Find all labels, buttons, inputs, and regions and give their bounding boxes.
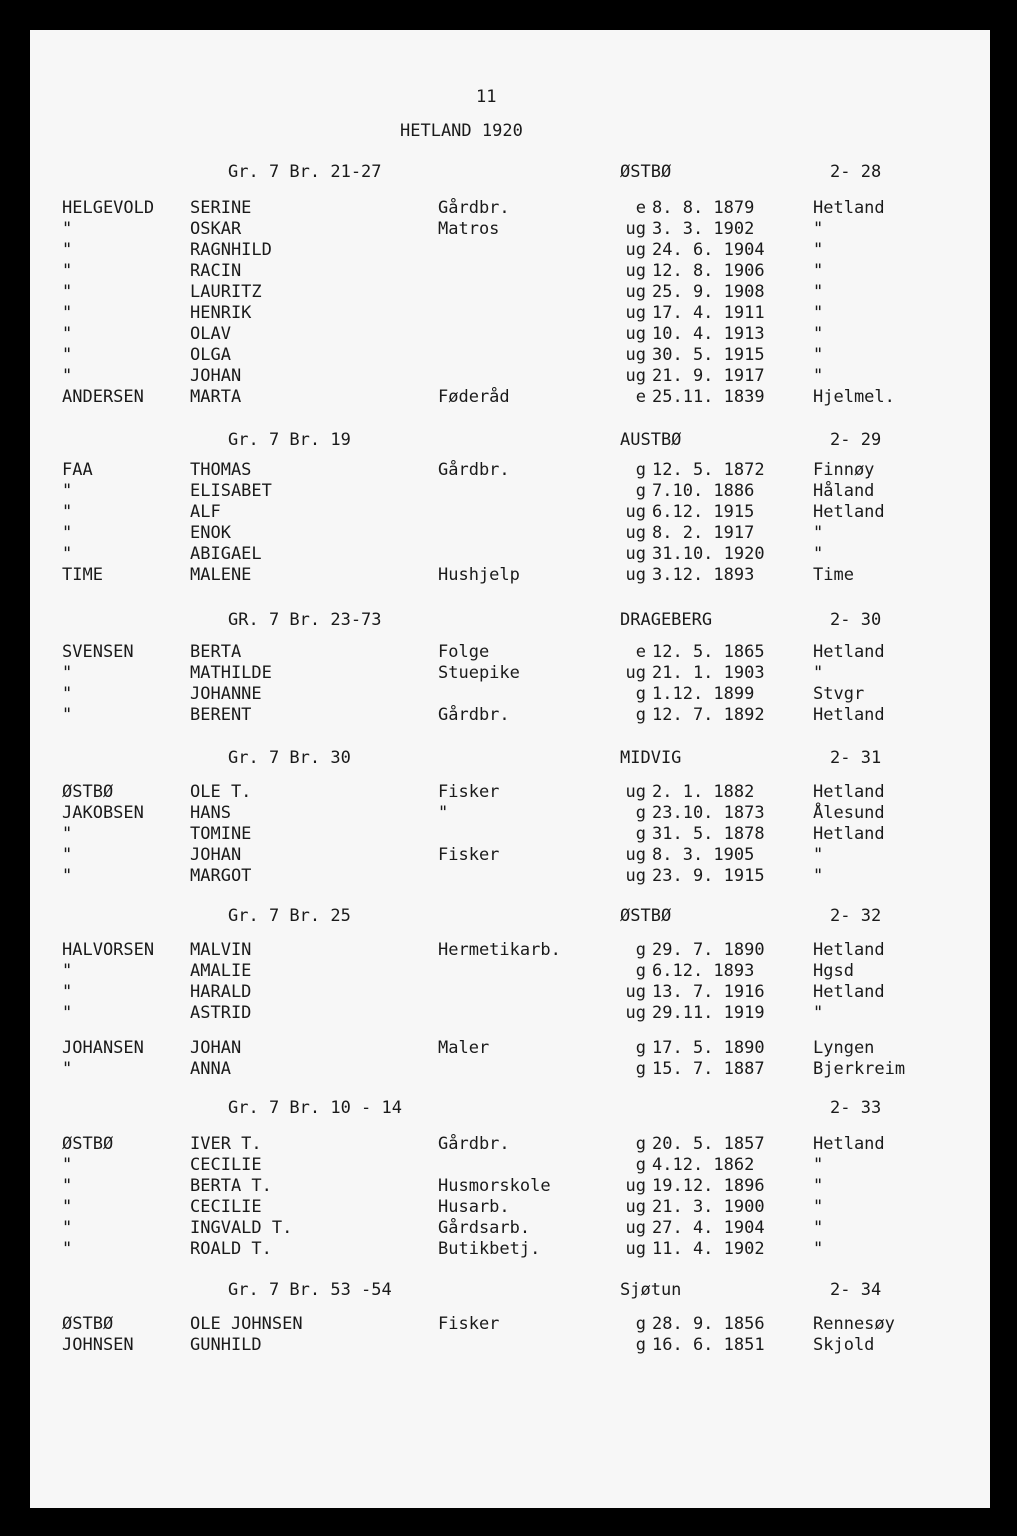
birthplace-cell: Finnøy [813,460,875,480]
surname-cell: " [62,303,73,323]
given-name-cell: HANS [190,803,231,823]
given-name-cell: INGVALD T. [190,1218,293,1238]
surname-cell: " [62,345,73,365]
status-cell: g [635,684,646,704]
surname-cell: " [62,219,73,239]
birthplace-cell: " [813,1218,824,1238]
birth-date-cell: 7.10. 1886 [652,481,755,501]
given-name-cell: SERINE [190,198,252,218]
birthplace-cell: Hetland [813,982,885,1002]
status-cell: ug [625,982,646,1002]
occupation-cell: Matros [438,219,500,239]
surname-cell: ØSTBØ [62,1134,114,1154]
status-cell: ug [625,1218,646,1238]
occupation-cell: Gårdbr. [438,198,510,218]
surname-cell: " [62,824,73,844]
birth-date-cell: 21. 9. 1917 [652,366,765,386]
birthplace-cell: Bjerkreim [813,1059,906,1079]
house-code: 2- 34 [830,1280,882,1300]
status-cell: g [635,705,646,725]
birthplace-cell: " [813,303,824,323]
given-name-cell: JOHAN [190,366,242,386]
occupation-cell: Gårdbr. [438,460,510,480]
birthplace-cell: Rennesøy [813,1314,895,1334]
occupation-cell: Maler [438,1038,490,1058]
given-name-cell: MALENE [190,565,252,585]
surname-cell: SVENSEN [62,642,134,662]
given-name-cell: MATHILDE [190,663,272,683]
given-name-cell: ASTRID [190,1003,252,1023]
farm-name: DRAGEBERG [620,610,713,630]
surname-cell: " [62,1176,73,1196]
status-cell: e [635,642,646,662]
status-cell: ug [625,663,646,683]
status-cell: g [635,803,646,823]
surname-cell: " [62,1003,73,1023]
birth-date-cell: 23. 9. 1915 [652,866,765,886]
given-name-cell: JOHAN [190,1038,242,1058]
given-name-cell: HARALD [190,982,252,1002]
page-number: 11 [476,87,497,107]
given-name-cell: IVER T. [190,1134,262,1154]
farm-name: Sjøtun [620,1280,682,1300]
status-cell: g [635,481,646,501]
occupation-cell: Fisker [438,845,500,865]
birthplace-cell: Hgsd [813,961,854,981]
birthplace-cell: Hetland [813,642,885,662]
birthplace-cell: " [813,282,824,302]
status-cell: ug [625,565,646,585]
status-cell: ug [625,324,646,344]
birth-date-cell: 8. 8. 1879 [652,198,755,218]
farm-name: AUSTBØ [620,430,682,450]
birth-date-cell: 3. 3. 1902 [652,219,755,239]
status-cell: ug [625,1003,646,1023]
status-cell: g [635,1335,646,1355]
given-name-cell: ALF [190,502,221,522]
occupation-cell: Stuepike [438,663,520,683]
birthplace-cell: Hetland [813,1134,885,1154]
birth-date-cell: 25.11. 1839 [652,387,765,407]
birthplace-cell: Lyngen [813,1038,875,1058]
occupation-cell: Fisker [438,1314,500,1334]
house-code: 2- 28 [830,162,882,182]
surname-cell: " [62,1155,73,1175]
given-name-cell: CECILIE [190,1155,262,1175]
birthplace-cell: " [813,845,824,865]
status-cell: ug [625,219,646,239]
given-name-cell: OLAV [190,324,231,344]
birthplace-cell: Hetland [813,824,885,844]
birth-date-cell: 11. 4. 1902 [652,1239,765,1259]
given-name-cell: RAGNHILD [190,240,272,260]
status-cell: g [635,824,646,844]
occupation-cell: Føderåd [438,387,510,407]
house-code: 2- 33 [830,1098,882,1118]
birthplace-cell: Ålesund [813,803,885,823]
birth-date-cell: 23.10. 1873 [652,803,765,823]
occupation-cell: Gårdbr. [438,1134,510,1154]
given-name-cell: OLE T. [190,782,252,802]
birth-date-cell: 12. 5. 1865 [652,642,765,662]
surname-cell: " [62,961,73,981]
birthplace-cell: Hetland [813,940,885,960]
given-name-cell: TOMINE [190,824,252,844]
status-cell: g [635,1038,646,1058]
status-cell: ug [625,866,646,886]
farm-name: MIDVIG [620,748,682,768]
occupation-cell: Fisker [438,782,500,802]
status-cell: g [635,460,646,480]
given-name-cell: JOHANNE [190,684,262,704]
birth-date-cell: 17. 5. 1890 [652,1038,765,1058]
given-name-cell: BERTA T. [190,1176,272,1196]
given-name-cell: HENRIK [190,303,252,323]
surname-cell: " [62,481,73,501]
parish-reference: Gr. 7 Br. 53 -54 [228,1280,392,1300]
occupation-cell: Folge [438,642,490,662]
birth-date-cell: 17. 4. 1911 [652,303,765,323]
birth-date-cell: 16. 6. 1851 [652,1335,765,1355]
given-name-cell: CECILIE [190,1197,262,1217]
birth-date-cell: 8. 2. 1917 [652,523,755,543]
given-name-cell: ENOK [190,523,231,543]
occupation-cell: Husmorskole [438,1176,551,1196]
house-code: 2- 29 [830,430,882,450]
parish-reference: GR. 7 Br. 23-73 [228,610,382,630]
birthplace-cell: Skjold [813,1335,875,1355]
birth-date-cell: 25. 9. 1908 [652,282,765,302]
parish-reference: Gr. 7 Br. 21-27 [228,162,382,182]
status-cell: ug [625,366,646,386]
given-name-cell: OLE JOHNSEN [190,1314,303,1334]
birth-date-cell: 8. 3. 1905 [652,845,755,865]
status-cell: ug [625,261,646,281]
given-name-cell: BERENT [190,705,252,725]
birth-date-cell: 28. 9. 1856 [652,1314,765,1334]
status-cell: e [635,198,646,218]
occupation-cell: Gårdsarb. [438,1218,531,1238]
status-cell: ug [625,523,646,543]
birth-date-cell: 10. 4. 1913 [652,324,765,344]
status-cell: ug [625,1197,646,1217]
given-name-cell: AMALIE [190,961,252,981]
surname-cell: " [62,523,73,543]
status-cell: g [635,1155,646,1175]
birth-date-cell: 13. 7. 1916 [652,982,765,1002]
surname-cell: ØSTBØ [62,782,114,802]
birthplace-cell: Hetland [813,782,885,802]
given-name-cell: MALVIN [190,940,252,960]
birthplace-cell: " [813,1197,824,1217]
surname-cell: JAKOBSEN [62,803,144,823]
surname-cell: " [62,1059,73,1079]
surname-cell: " [62,324,73,344]
birthplace-cell: " [813,544,824,564]
birth-date-cell: 12. 7. 1892 [652,705,765,725]
surname-cell: ANDERSEN [62,387,144,407]
surname-cell: " [62,866,73,886]
surname-cell: " [62,1218,73,1238]
surname-cell: FAA [62,460,93,480]
birthplace-cell: " [813,1003,824,1023]
surname-cell: JOHNSEN [62,1335,134,1355]
status-cell: e [635,387,646,407]
birth-date-cell: 29.11. 1919 [652,1003,765,1023]
birthplace-cell: " [813,1155,824,1175]
surname-cell: " [62,1239,73,1259]
given-name-cell: THOMAS [190,460,252,480]
occupation-cell: Hushjelp [438,565,520,585]
birth-date-cell: 30. 5. 1915 [652,345,765,365]
birth-date-cell: 3.12. 1893 [652,565,755,585]
farm-name: ØSTBØ [620,162,672,182]
given-name-cell: ANNA [190,1059,231,1079]
occupation-cell: Gårdbr. [438,705,510,725]
given-name-cell: RACIN [190,261,242,281]
given-name-cell: OSKAR [190,219,242,239]
birthplace-cell: Stvgr [813,684,865,704]
surname-cell: TIME [62,565,103,585]
occupation-cell: " [438,803,449,823]
surname-cell: " [62,1197,73,1217]
birth-date-cell: 29. 7. 1890 [652,940,765,960]
status-cell: g [635,1134,646,1154]
birthplace-cell: " [813,219,824,239]
page-title: HETLAND 1920 [400,121,523,141]
birth-date-cell: 2. 1. 1882 [652,782,755,802]
birth-date-cell: 4.12. 1862 [652,1155,755,1175]
document-page [30,30,990,1508]
birthplace-cell: Hjelmel. [813,387,895,407]
birthplace-cell: " [813,324,824,344]
surname-cell: HALVORSEN [62,940,155,960]
birthplace-cell: Hetland [813,198,885,218]
birth-date-cell: 12. 5. 1872 [652,460,765,480]
birth-date-cell: 31. 5. 1878 [652,824,765,844]
birth-date-cell: 21. 1. 1903 [652,663,765,683]
birthplace-cell: " [813,240,824,260]
status-cell: ug [625,502,646,522]
given-name-cell: GUNHILD [190,1335,262,1355]
status-cell: ug [625,1176,646,1196]
occupation-cell: Butikbetj. [438,1239,541,1259]
birth-date-cell: 6.12. 1893 [652,961,755,981]
surname-cell: " [62,544,73,564]
surname-cell: " [62,261,73,281]
birthplace-cell: " [813,866,824,886]
house-code: 2- 30 [830,610,882,630]
birth-date-cell: 27. 4. 1904 [652,1218,765,1238]
parish-reference: Gr. 7 Br. 10 - 14 [228,1098,402,1118]
status-cell: ug [625,345,646,365]
status-cell: g [635,1059,646,1079]
birthplace-cell: Hetland [813,502,885,522]
given-name-cell: ROALD T. [190,1239,272,1259]
status-cell: g [635,961,646,981]
status-cell: ug [625,303,646,323]
status-cell: ug [625,845,646,865]
birthplace-cell: Hetland [813,705,885,725]
surname-cell: " [62,982,73,1002]
birth-date-cell: 6.12. 1915 [652,502,755,522]
given-name-cell: MARGOT [190,866,252,886]
status-cell: ug [625,240,646,260]
surname-cell: " [62,282,73,302]
occupation-cell: Husarb. [438,1197,510,1217]
house-code: 2- 31 [830,748,882,768]
birthplace-cell: Time [813,565,854,585]
birthplace-cell: Håland [813,481,875,501]
given-name-cell: MARTA [190,387,242,407]
given-name-cell: ABIGAEL [190,544,262,564]
status-cell: ug [625,782,646,802]
status-cell: ug [625,1239,646,1259]
surname-cell: " [62,502,73,522]
farm-name: ØSTBØ [620,906,672,926]
occupation-cell: Hermetikarb. [438,940,561,960]
birth-date-cell: 12. 8. 1906 [652,261,765,281]
status-cell: ug [625,282,646,302]
surname-cell: " [62,366,73,386]
birthplace-cell: " [813,261,824,281]
parish-reference: Gr. 7 Br. 30 [228,748,351,768]
house-code: 2- 32 [830,906,882,926]
given-name-cell: JOHAN [190,845,242,865]
status-cell: g [635,1314,646,1334]
surname-cell: " [62,240,73,260]
birth-date-cell: 1.12. 1899 [652,684,755,704]
surname-cell: " [62,705,73,725]
birthplace-cell: " [813,1176,824,1196]
surname-cell: JOHANSEN [62,1038,144,1058]
status-cell: ug [625,544,646,564]
birthplace-cell: " [813,663,824,683]
surname-cell: HELGEVOLD [62,198,155,218]
birth-date-cell: 31.10. 1920 [652,544,765,564]
given-name-cell: OLGA [190,345,231,365]
parish-reference: Gr. 7 Br. 25 [228,906,351,926]
surname-cell: " [62,663,73,683]
birth-date-cell: 21. 3. 1900 [652,1197,765,1217]
birthplace-cell: " [813,1239,824,1259]
parish-reference: Gr. 7 Br. 19 [228,430,351,450]
surname-cell: " [62,845,73,865]
birth-date-cell: 19.12. 1896 [652,1176,765,1196]
birth-date-cell: 15. 7. 1887 [652,1059,765,1079]
birthplace-cell: " [813,366,824,386]
birthplace-cell: " [813,345,824,365]
given-name-cell: ELISABET [190,481,272,501]
surname-cell: " [62,684,73,704]
status-cell: g [635,940,646,960]
birth-date-cell: 20. 5. 1857 [652,1134,765,1154]
birth-date-cell: 24. 6. 1904 [652,240,765,260]
birthplace-cell: " [813,523,824,543]
given-name-cell: BERTA [190,642,242,662]
given-name-cell: LAURITZ [190,282,262,302]
surname-cell: ØSTBØ [62,1314,114,1334]
